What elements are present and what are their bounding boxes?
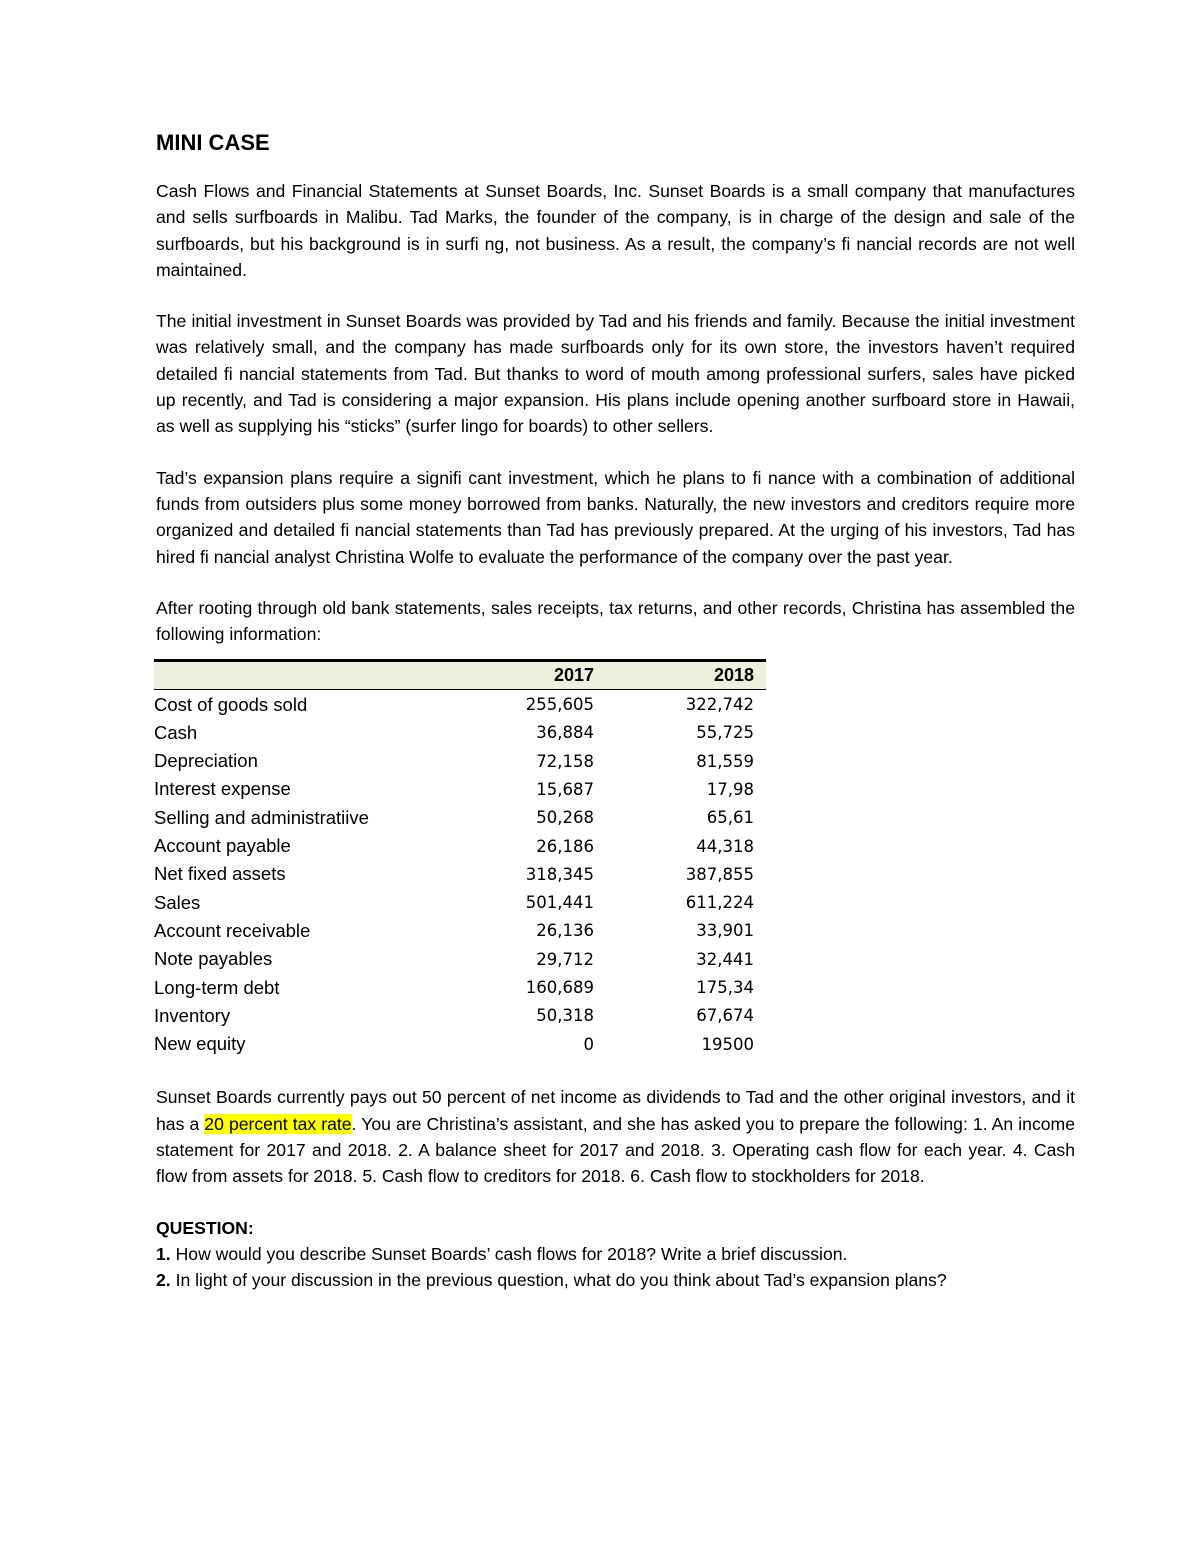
value-2018: 322,742 bbox=[685, 695, 754, 715]
value-2018: 19500 bbox=[701, 1034, 754, 1054]
table-row bbox=[154, 747, 766, 775]
value-2018: 67,674 bbox=[696, 1006, 754, 1026]
row-label: New equity bbox=[154, 1033, 246, 1055]
row-label: Depreciation bbox=[154, 750, 258, 772]
row-label: Long-term debt bbox=[154, 976, 280, 998]
table-row bbox=[154, 945, 766, 973]
value-2017: 26,186 bbox=[536, 836, 594, 856]
value-2018: 33,901 bbox=[696, 921, 754, 941]
paragraph-investment: The initial investment in Sunset Boards was provided by Tad and his friends and family. Because the initial investment was relatively small, and the company has made surfboards only for its own store, the investors haven’t required detailed fi nancial statements from Tad. But thanks to word of mouth among professional surfers, sales have picked up recently, and Tad is considering a major expansion. His plans include opening another surfboard store in Hawaii, as well as supplying his “sticks” (surfer lingo for boards) to other sellers. bbox=[156, 311, 1075, 437]
question-2-text: In light of your discussion in the previous question, what do you think about Tad’s expansion plans? bbox=[170, 1270, 947, 1291]
table-row bbox=[154, 1002, 766, 1030]
document-title: MINI CASE bbox=[156, 130, 270, 155]
paragraph-intro: Cash Flows and Financial Statements at Sunset Boards, Inc. Sunset Boards is a small company that manufactures and sells surfboards in Malibu. Tad Marks, the founder of the company, is in charge of the design and sale of the surfboards, but his background is in surfi ng, not business. As a result, the company’s fi nancial records are not well maintained. bbox=[156, 181, 1075, 280]
row-label: Selling and administratiive bbox=[154, 806, 369, 828]
value-2018: 81,559 bbox=[696, 751, 754, 771]
value-2018: 387,855 bbox=[685, 864, 754, 884]
value-2018: 32,441 bbox=[696, 949, 754, 969]
assignment-text-end: . You are Christina’s assistant, and she has asked you to prepare the following: 1. An income statement for 2017 and 2018. 2. A balance sheet for 2017 and 2018. 3. Operating cash flow for each year. 4. Cash flow from assets for 2018. 5. Cash flow to creditors for 2018. 6. Cash flow to stockholders for 2018. bbox=[156, 1113, 1075, 1187]
table-row bbox=[154, 775, 766, 803]
table-row bbox=[154, 804, 766, 832]
table-row bbox=[154, 690, 766, 719]
row-label: Sales bbox=[154, 891, 201, 913]
table-header-2018: 2018 bbox=[606, 661, 766, 690]
value-2018: 175,34 bbox=[696, 978, 754, 998]
value-2017: 50,318 bbox=[536, 1006, 594, 1026]
value-2017: 72,158 bbox=[536, 751, 594, 771]
question-heading: QUESTION: bbox=[156, 1217, 254, 1238]
question-2 bbox=[156, 1267, 1075, 1293]
value-2018: 55,725 bbox=[696, 723, 754, 743]
table-row bbox=[154, 889, 766, 917]
table-row bbox=[154, 1030, 766, 1058]
value-2017: 29,712 bbox=[536, 949, 594, 969]
paragraph-assignment bbox=[156, 1084, 1075, 1189]
value-2017: 501,441 bbox=[525, 893, 594, 913]
assignment-text-start: Sunset Boards currently pays out 50 percent of net income as dividends to Tad and the other original investors, and it has a bbox=[156, 1087, 1075, 1134]
financial-data-table bbox=[154, 659, 766, 1058]
paragraph-expansion: Tad’s expansion plans require a signifi cant investment, which he plans to fi nance with a combination of additional funds from outsiders plus some money borrowed from banks. Naturally, the new investors and creditors require more organized and detailed fi nancial statements than Tad has previously prepared. At the urging of his investors, Tad has hired fi nancial analyst Christina Wolfe to evaluate the performance of the company over the past year. bbox=[156, 467, 1075, 567]
row-label: Cash bbox=[154, 721, 198, 743]
value-2017: 255,605 bbox=[525, 695, 594, 715]
table-row bbox=[154, 973, 766, 1001]
question-1-number: 1. bbox=[156, 1243, 171, 1264]
row-label: Account payable bbox=[154, 835, 291, 857]
table-header-label bbox=[154, 661, 446, 690]
row-label: Cost of goods sold bbox=[154, 693, 308, 715]
row-label: Note payables bbox=[154, 948, 273, 970]
question-2-number: 2. bbox=[156, 1270, 171, 1291]
value-2017: 160,689 bbox=[525, 978, 594, 998]
table-body bbox=[154, 690, 766, 1058]
value-2017: 15,687 bbox=[536, 779, 594, 799]
value-2017: 50,268 bbox=[536, 808, 594, 828]
value-2017: 318,345 bbox=[525, 864, 594, 884]
row-label: Account receivable bbox=[154, 919, 311, 941]
value-2017: 0 bbox=[583, 1034, 594, 1054]
tax-rate-highlight: 20 percent tax rate bbox=[204, 1113, 352, 1134]
row-label: Interest expense bbox=[154, 778, 291, 800]
table-row bbox=[154, 917, 766, 945]
question-1-text: How would you describe Sunset Boards’ cash flows for 2018? Write a brief discussion. bbox=[170, 1243, 848, 1264]
table-header bbox=[154, 661, 766, 690]
paragraph-information: After rooting through old bank statements, sales receipts, tax returns, and other records, Christina has assembled the following information: bbox=[156, 597, 1075, 645]
row-label: Inventory bbox=[154, 1004, 231, 1026]
value-2017: 26,136 bbox=[536, 921, 594, 941]
question-1 bbox=[156, 1241, 1075, 1267]
value-2018: 611,224 bbox=[685, 893, 754, 913]
value-2018: 17,98 bbox=[706, 779, 754, 799]
value-2017: 36,884 bbox=[536, 723, 594, 743]
table-row bbox=[154, 719, 766, 747]
value-2018: 65,61 bbox=[706, 808, 754, 828]
row-label: Net fixed assets bbox=[154, 863, 286, 885]
table-header-2017: 2017 bbox=[446, 661, 606, 690]
table-row bbox=[154, 832, 766, 860]
value-2018: 44,318 bbox=[696, 836, 754, 856]
table-row bbox=[154, 860, 766, 888]
